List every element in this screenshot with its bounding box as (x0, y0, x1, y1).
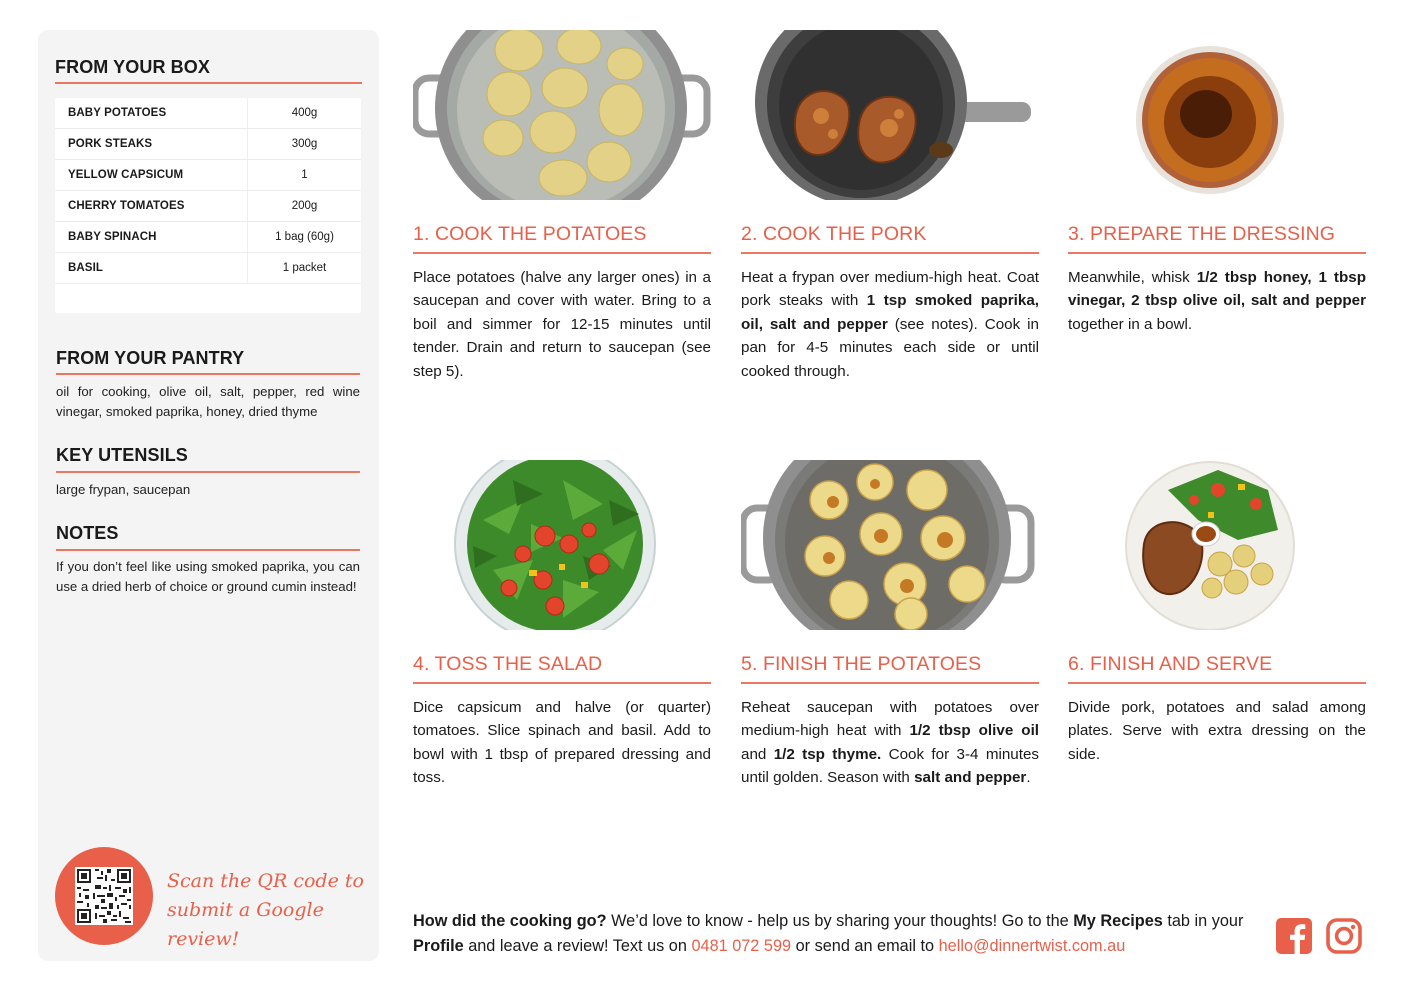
divider (741, 682, 1039, 684)
text-segment: Heat a frypan over medium-high heat. Coat pork steaks with (741, 269, 1039, 310)
step-description (741, 696, 1039, 790)
bold-text: Profile (413, 937, 464, 955)
bold-text: 1/2 tbsp honey, 1 tbsp vinegar, 2 tbsp olive oil, salt and pepper (1068, 269, 1366, 310)
ingredient-row (55, 191, 361, 222)
bold-text: salt and pepper (914, 769, 1027, 787)
divider (55, 283, 361, 284)
step-title: 1. COOK THE POTATOES (413, 223, 647, 245)
divider (56, 549, 360, 551)
step-photo-pork-in-frypan (741, 30, 1039, 200)
bold-text: My Recipes (1073, 912, 1163, 930)
text-segment: Divide pork, potatoes and salad among plates. Serve with extra dressing on the side. (1068, 699, 1366, 763)
pantry-items-text: oil for cooking, olive oil, salt, pepper, red wine vinegar, smoked paprika, honey, dried thyme (56, 384, 360, 419)
text-segment: (see notes). Cook in pan for 4-5 minutes each side or until cooked through. (741, 315, 1039, 380)
step-photo-dressing-bowl (1068, 30, 1366, 200)
step-title: 4. TOSS THE SALAD (413, 653, 603, 675)
step-title: 3. PREPARE THE DRESSING (1068, 223, 1336, 245)
text-segment: . (1026, 769, 1031, 787)
divider (413, 682, 711, 684)
step-description (413, 696, 711, 790)
qr-badge (55, 847, 153, 945)
notes-heading: NOTES (56, 523, 119, 543)
review-invitation-text (413, 909, 1263, 959)
divider (741, 252, 1039, 254)
ingredient-qty: 400g (247, 98, 361, 129)
divider (56, 471, 360, 473)
qr-callout-line: submit a Google review! (167, 899, 324, 950)
ingredient-qty: 1 (247, 160, 361, 191)
step-title: 2. COOK THE PORK (741, 223, 927, 245)
divider (1068, 682, 1366, 684)
step-photo-potatoes-in-pot (413, 30, 711, 200)
ingredient-qty: 300g (247, 129, 361, 160)
qr-review-callout (167, 867, 367, 954)
text-segment: together in a bowl. (1068, 315, 1193, 333)
bold-text: How did the cooking go? (413, 912, 607, 930)
notes-text: If you don’t feel like using smoked paprika, you can use a dried herb of choice or ground cumin instead! (56, 559, 360, 594)
ingredient-row (55, 253, 361, 284)
from-your-box-heading: FROM YOUR BOX (55, 57, 210, 77)
step-title: 5. FINISH THE POTATOES (741, 653, 982, 675)
from-your-pantry-heading: FROM YOUR PANTRY (56, 348, 245, 368)
qr-code-icon[interactable] (75, 867, 133, 925)
qr-callout-line: Scan the QR code to (167, 870, 364, 892)
text-segment: or send an email to (791, 937, 939, 955)
step-photo-golden-potatoes (741, 460, 1039, 630)
text-segment: Place potatoes (halve any larger ones) in a saucepan and cover with water. Bring to a boil and simmer for 12-15 minutes until tender. Drain and return to saucepan (see step 5). (413, 269, 711, 380)
ingredient-row (55, 160, 361, 191)
ingredient-row (55, 129, 361, 160)
ingredient-qty: 1 bag (60g) (247, 222, 361, 253)
bold-text: 1 tsp smoked paprika, oil, salt and pepper (741, 292, 1040, 333)
ingredient-qty: 200g (247, 191, 361, 222)
ingredient-row (55, 222, 361, 253)
text-segment: Cook for 3-4 minutes until golden. Season with (741, 745, 1039, 787)
step-photo-salad-bowl (413, 460, 711, 630)
bold-text: 1/2 tsp thyme. (773, 745, 882, 763)
contact-highlight[interactable]: hello@dinnertwist.com.au (938, 937, 1126, 955)
ingredient-name: YELLOW CAPSICUM (68, 169, 184, 181)
ingredient-name: CHERRY TOMATOES (68, 200, 185, 212)
text-segment: We’d love to know - help us by sharing your thoughts! Go to the (606, 912, 1074, 930)
ingredient-name: BASIL (68, 262, 103, 274)
divider (413, 252, 711, 254)
sidebar (38, 30, 379, 961)
text-segment: Meanwhile, whisk (1068, 269, 1197, 286)
step-description (741, 266, 1039, 383)
facebook-icon[interactable] (1276, 918, 1312, 954)
ingredient-row (55, 98, 361, 129)
key-utensils-heading: KEY UTENSILS (56, 445, 188, 465)
step-photo-plated-dish (1068, 460, 1366, 630)
text-segment: and leave a review! Text us on (463, 937, 692, 955)
divider (55, 82, 362, 84)
divider (56, 373, 360, 375)
step-description (413, 266, 711, 383)
ingredient-name: BABY POTATOES (68, 107, 167, 119)
ingredient-name: PORK STEAKS (68, 138, 153, 150)
contact-highlight[interactable]: 0481 072 599 (691, 937, 792, 955)
step-description (1068, 266, 1366, 336)
bold-text: 1/2 tbsp olive oil (909, 722, 1040, 740)
divider (1068, 252, 1366, 254)
ingredient-name: BABY SPINACH (68, 231, 157, 243)
text-segment: Reheat saucepan with potatoes over medium-high heat with (741, 699, 1039, 740)
text-segment: Dice capsicum and halve (or quarter) tomatoes. Slice spinach and basil. Add to bowl with 1 tbsp of prepared dressing and toss. (413, 699, 711, 787)
ingredient-qty: 1 packet (247, 253, 361, 284)
step-description (1068, 696, 1366, 766)
instagram-icon[interactable] (1326, 918, 1362, 954)
text-segment: and (741, 745, 774, 763)
text-segment: tab in your (1162, 912, 1244, 930)
step-title: 6. FINISH AND SERVE (1068, 653, 1273, 675)
utensils-text: large frypan, saucepan (56, 482, 191, 497)
ingredients-table (55, 98, 361, 313)
